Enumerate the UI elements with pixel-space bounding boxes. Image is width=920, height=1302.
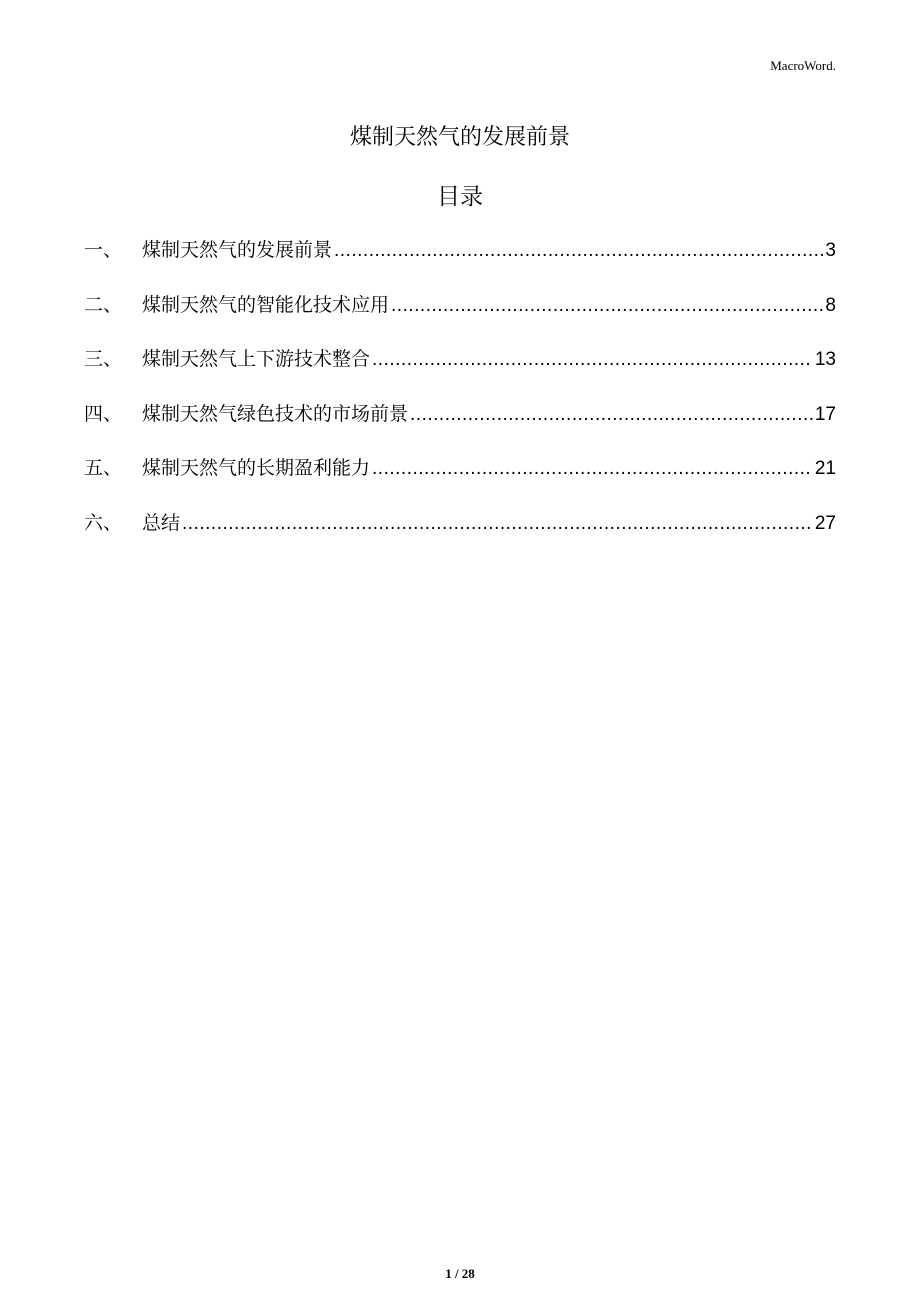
toc-dot-leader	[410, 397, 813, 433]
toc-dot-leader	[372, 342, 813, 378]
toc-item-title: 总结	[142, 511, 181, 534]
toc-item-page: 3	[825, 240, 836, 261]
toc-item-page: 13	[814, 349, 836, 370]
toc-item-number: 四、	[84, 402, 123, 425]
toc-heading: 目录	[437, 184, 483, 210]
toc-item-title: 煤制天然气绿色技术的市场前景	[142, 402, 409, 425]
table-of-contents	[84, 232, 836, 559]
toc-dot-leader	[182, 506, 813, 542]
toc-item-number: 五、	[84, 457, 123, 479]
toc-dot-leader	[372, 451, 813, 487]
toc-item[interactable]	[84, 450, 836, 505]
toc-item[interactable]	[84, 287, 836, 342]
toc-item-number: 三、	[84, 348, 123, 370]
toc-item-page: 8	[825, 294, 836, 316]
page-number: 1 / 28	[445, 1266, 475, 1281]
toc-item-title: 煤制天然气的智能化技术应用	[142, 293, 390, 316]
toc-item[interactable]	[84, 341, 836, 396]
toc-dot-leader	[334, 233, 823, 269]
toc-item-number: 一、	[84, 239, 123, 261]
toc-item[interactable]	[84, 232, 836, 287]
document-title: 煤制天然气的发展前景	[349, 125, 570, 150]
toc-item-page: 17	[814, 403, 836, 425]
toc-item-number: 六、	[84, 511, 123, 534]
toc-dot-leader	[391, 288, 823, 324]
header-brand: MacroWord.	[770, 58, 836, 73]
toc-item-page: 21	[814, 458, 836, 479]
toc-item-title: 煤制天然气上下游技术整合	[142, 348, 371, 370]
toc-item[interactable]	[84, 396, 836, 451]
toc-item-title: 煤制天然气的发展前景	[142, 239, 333, 261]
toc-item-page: 27	[814, 512, 836, 534]
toc-item-number: 二、	[84, 293, 123, 316]
toc-item-title: 煤制天然气的长期盈利能力	[142, 457, 371, 479]
toc-item[interactable]	[84, 505, 836, 560]
